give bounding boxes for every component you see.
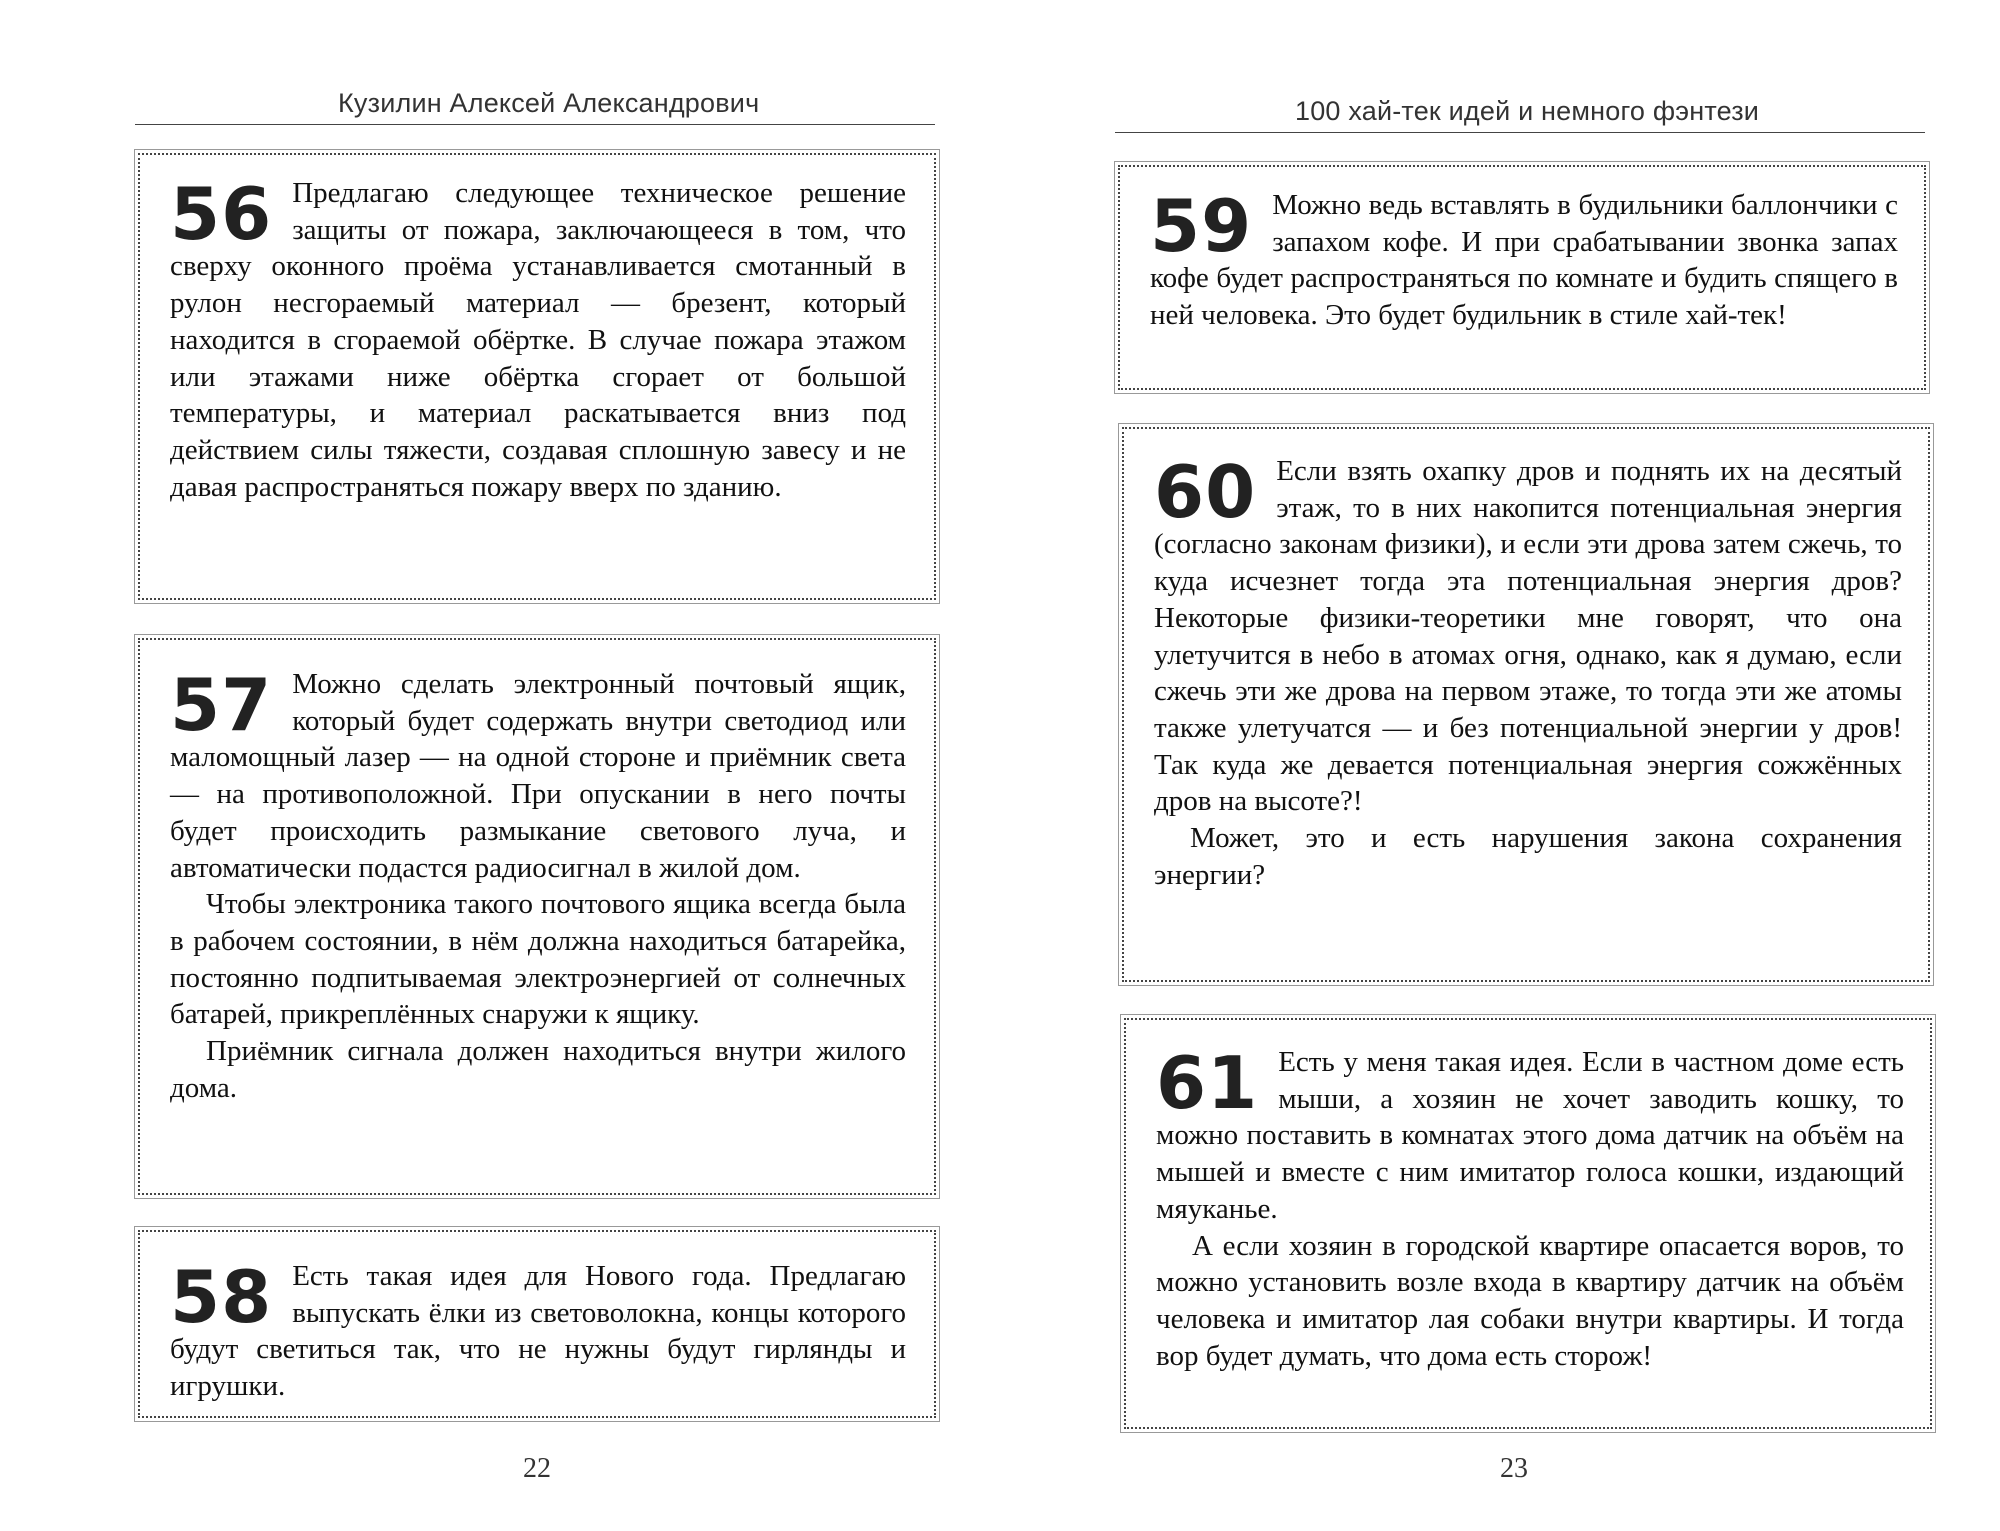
idea-paragraph: Есть у меня такая идея. Если в частном доме есть мыши, а хозяин не хочет заводить кошку, то можно поставить в комнатах этого дома датчик на объём на мышей и вместе с ним имитатор голоса кошки, издающий мяуканье.: [1156, 1046, 1904, 1225]
header-rule: [1115, 132, 1925, 133]
idea-number: 56: [170, 172, 273, 256]
idea-number: 60: [1154, 450, 1257, 534]
running-header-book-title: 100 хай-тек идей и немного фэнтези: [1295, 96, 1760, 126]
running-header-author: Кузилин Алексей Александрович: [338, 88, 760, 118]
page-number: 22: [523, 1453, 551, 1484]
idea-paragraph: А если хозяин в городской квартире опасается воров, то можно установить возле входа в квартиру датчик на объём человека и имитатор лая собаки внутри квартиры. И тогда вор будет думать, что дома есть сторож!: [1156, 1229, 1904, 1372]
idea-card-61: [1124, 1018, 1932, 1429]
idea-paragraph: Чтобы электроника такого почтового ящика всегда была в рабочем состоянии, в нём должна находиться батарейка, постоянно подпитываемая электроэнергией от солнечных батарей, прикреплённых снаружи к ящику.: [170, 888, 906, 1031]
idea-paragraph: Приёмник сигнала должен находиться внутри жилого дома.: [170, 1035, 906, 1104]
idea-paragraph: Можно ведь вставлять в будильники баллончики с запахом кофе. И при срабатывании звонка запах кофе будет распространяться по комнате и будить спящего в ней человека. Это будет будильник в стиле хай-тек!: [1150, 189, 1898, 332]
page-number: 23: [1500, 1453, 1528, 1484]
idea-number: 61: [1156, 1041, 1259, 1125]
idea-paragraph: Предлагаю следующее техническое решение защиты от пожара, заключающееся в том, что сверху оконного проёма устанавливается смотанный в рулон несгораемый материал — брезент, который находится в сгораемой обёртке. В случае пожара этажом или этажами ниже обёртка сгорает от большой температуры, и материал раскатывается вниз под действием силы тяжести, создавая сплошную завесу и не давая распространяться пожару вверх по зданию.: [170, 177, 906, 503]
idea-card-60: [1122, 427, 1930, 982]
idea-card-58: [138, 1230, 936, 1418]
idea-card-57: [138, 638, 936, 1195]
idea-paragraph: Может, это и есть нарушения закона сохранения энергии?: [1154, 822, 1902, 891]
header-rule: [135, 124, 935, 125]
idea-number: 57: [170, 663, 273, 747]
idea-card-56: [138, 153, 936, 600]
idea-number: 59: [1150, 184, 1253, 268]
idea-paragraph: Если взять охапку дров и поднять их на десятый этаж, то в них накопится потенциальная энергия (согласно законам физики), и если эти дрова затем сжечь, то куда исчезнет тогда эта потенциальная энергия дров? Некоторые физики-теоретики мне говорят, что она улетучится в небо в атомах огня, однако, как я думаю, если сжечь эти же дрова на первом этаже, то тогда эти же атомы также улетучатся — и без потенциальной энергии у дров! Так куда же девается потенциальная энергия сожжённых дров на высоте?!: [1154, 455, 1902, 818]
idea-paragraph: Можно сделать электронный почтовый ящик, который будет содержать внутри светодиод или маломощный лазер — на одной стороне и приёмник света — на противоположной. При опускании в него почты будет происходить размыкание светового луча, и автоматически подастся радиосигнал в жилой дом.: [170, 668, 906, 884]
idea-card-59: [1118, 165, 1926, 390]
idea-paragraph: Есть такая идея для Нового года. Предлагаю выпускать ёлки из световолокна, концы которого будут светиться так, что не нужны будут гирлянды и игрушки.: [170, 1260, 906, 1403]
idea-number: 58: [170, 1255, 273, 1339]
